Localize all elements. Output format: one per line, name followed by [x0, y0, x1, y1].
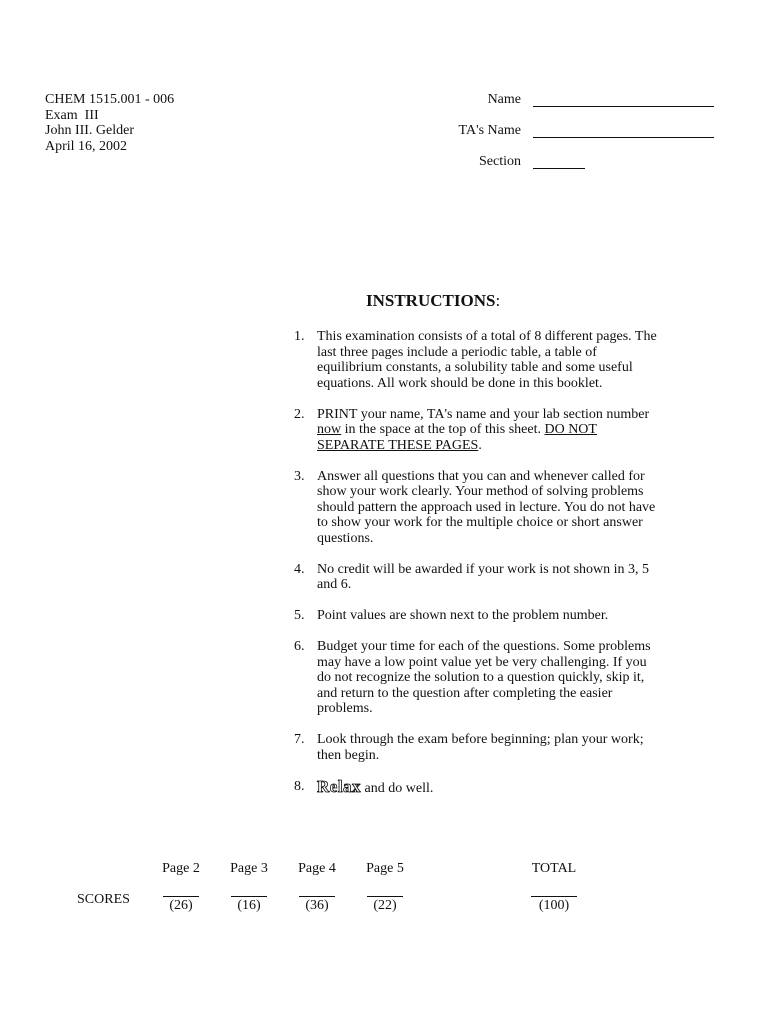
instructions-title-colon: : [495, 291, 501, 310]
score-column-header: Page 5 [366, 861, 404, 876]
section-label: Section [479, 154, 521, 169]
score-column-header: TOTAL [531, 861, 577, 876]
instruction-text: in the space at the top of this sheet. [341, 422, 545, 437]
score-entry-field[interactable] [531, 896, 577, 897]
relax-word: Relax [317, 776, 362, 796]
exam-date: April 16, 2002 [45, 138, 128, 154]
score-column-header: Page 4 [298, 861, 336, 876]
score-column-header: Page 3 [230, 861, 268, 876]
course-header [45, 92, 174, 154]
score-column-header: Page 2 [162, 861, 200, 876]
instructor-name: John III. Gelder [45, 123, 135, 139]
instruction-number: 4. [294, 561, 305, 577]
instructions-title-text: INSTRUCTIONS [366, 291, 496, 310]
instruction-text: This examination consists of a total of 8 different pages. The last three pages include a periodic table, a table of equilibrium constants, a solubility table and some useful equations. All work should be done in this booklet. [317, 329, 657, 391]
instruction-item [294, 562, 659, 593]
instruction-number: 5. [294, 608, 305, 623]
instruction-text: . [478, 437, 482, 453]
scores-label: SCORES [77, 892, 130, 907]
score-column-total [524, 861, 584, 913]
score-points: (16) [237, 897, 261, 913]
instruction-item [294, 776, 659, 797]
score-entry-field[interactable] [163, 896, 199, 897]
score-column-page-5 [355, 861, 415, 913]
instructions-title [366, 293, 500, 309]
score-points: (26) [169, 897, 193, 913]
score-points: (36) [305, 897, 329, 913]
score-entry-field[interactable] [299, 896, 335, 897]
instruction-number: 1. [294, 329, 305, 344]
instruction-item [294, 469, 659, 547]
course-code: CHEM 1515.001 - 006 [45, 92, 175, 107]
ta-name-field[interactable] [533, 137, 714, 138]
name-field[interactable] [533, 106, 714, 107]
instruction-number: 8. [294, 778, 305, 794]
score-column-page-3 [219, 861, 279, 913]
name-label: Name [487, 92, 521, 107]
instruction-item [294, 639, 659, 717]
instruction-item [294, 608, 659, 624]
instruction-text: Budget your time for each of the questions. Some problems may have a low point value yet be very challenging. If you do not recognize the solution to a question quickly, skip it, and return to the question after completing the easier problems. [317, 639, 651, 716]
score-points: (22) [373, 897, 397, 913]
instruction-text: PRINT your name, TA's name and your lab section number [317, 406, 650, 422]
score-column-page-2 [151, 861, 211, 913]
instruction-text: Point values are shown next to the problem number. [317, 608, 609, 623]
instruction-text: No credit will be awarded if your work is not shown in 3, 5 and 6. [317, 561, 650, 592]
instruction-text: Answer all questions that you can and whenever called for show your work clearly. Your method of solving problems should pattern the approach used in lecture. You do not have to show your work for the multiple choice or short answer questions. [317, 468, 656, 546]
score-entry-field[interactable] [367, 896, 403, 897]
exam-number: Exam III [45, 107, 99, 123]
instructions-list [294, 329, 659, 812]
instruction-item [294, 407, 659, 454]
instruction-item [294, 732, 659, 763]
instruction-emphasis-now: now [317, 422, 342, 437]
instruction-text: Look through the exam before beginning; plan your work; then begin. [317, 732, 644, 763]
instruction-number: 3. [294, 468, 305, 484]
instruction-number: 7. [294, 732, 305, 747]
score-entry-field[interactable] [231, 896, 267, 897]
score-column-page-4 [287, 861, 347, 913]
ta-name-label: TA's Name [458, 123, 521, 138]
instruction-emphasis-do-not-separate: DO NOT SEPARATE THESE PAGES [317, 422, 597, 453]
section-field[interactable] [533, 168, 585, 169]
score-points: (100) [538, 897, 570, 913]
instruction-number: 2. [294, 406, 305, 422]
instruction-number: 6. [294, 639, 305, 654]
instruction-item [294, 329, 659, 391]
instruction-text: and do well. [361, 780, 434, 796]
